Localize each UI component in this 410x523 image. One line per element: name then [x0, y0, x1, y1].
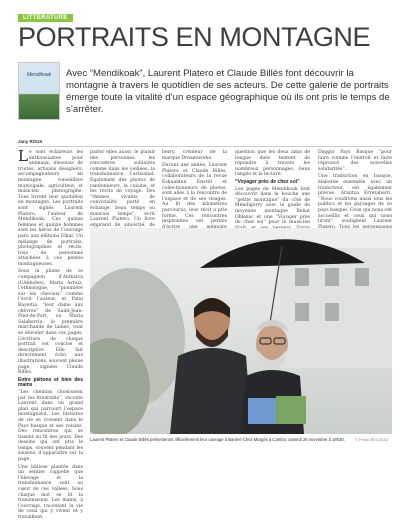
article-photo — [90, 228, 392, 434]
byline: Jany ROUX — [18, 139, 43, 144]
column-text: Sous la plume de ce compagnon d’Atzkarra (L’Aldudes), Maria Arraiz, l’ethnologue, “pionnière sur les chevaux” comme l’écrit l’auteur, et Patxi Bayeitia, “leur dame aux chèvres” de Saint-Jean-Pied-de-Port, ou Maria Salaberria, la première marchande de laines, vont se dévoiler dans ces pages. L’écriture de chaque portrait est concise et descriptive. Elle fait directement écho aux illustrations, souvent pleine page, signées Claude Billès. — [18, 269, 83, 376]
section-tag: LITTÉRATURE — [18, 14, 73, 22]
subheading: “Voyager près de chez soi” — [235, 178, 300, 185]
column-text: Daggio Pays Basque “pour faire comme l’endroit et faire réprouvé des nouvelles solidarités”. — [318, 150, 392, 172]
column-text: Une traduction en basque, élaborée ensemble avec un traducteur, est également prévue. Arantxa Erretaberri. “Nous voudrions aussi tous les publics et les paysages de ce pays basque. Ceux qui nous ont accueillis et ceux qui nous liront”, soulignent Laurent — [318, 174, 392, 225]
divider — [18, 146, 392, 147]
photo-illustration — [90, 228, 392, 434]
subheading: Entre piétons et bien des mains — [18, 376, 83, 389]
article-column-1 — [18, 147, 83, 523]
photo-caption: Laurent Platero et Claude Billès présenteront officiellement leur ouvrage à Banère Chez Margés à Cambo, samedi 26 novembre à 18h30. — [90, 437, 345, 442]
column-text: parler elles aussi: le plaisir des personnes, les rencontres solitaires comme dans les veillées, la transhumance, l’artisanat. Également des photos de randonneurs, la cuisine, et les récits de voyage. Des “thèmes vivants de convivialité porté en échange, beau temps ou mauvais temps”, écrit Laurent Platero. Un livre empreint de sincérité, de — [90, 150, 155, 228]
column-text: Les pages de Mendikoak font découvrir dans la bouche une “petite montagne” du côté de Mendigorry avec le guide de moyenne montagne Beñat Ohlezac et une “Voyager près de chez soi” pour le musicien — [235, 186, 310, 226]
column-text: Durant une année, Laurent Platero et Claude Billès, collaborateurs de la revue Eskualdun Enstiti et collectionneurs de photos, sont allés à la rencontre de l’espace et de ses visages. Au fil des kilomètres parcourus, leur récit a pris forme. Ces rencontres inspirantes ont permis — [162, 163, 227, 225]
dropcap: L — [18, 147, 28, 165]
headline: PORTRAITS EN MONTAGNE — [18, 22, 371, 52]
photo-credit: © Photo BELZEAZ — [355, 437, 389, 442]
column-text: “Les chemins choisissent par les itinérants”, raconte Laurent dans un grand plan qui parcourt l’espace montagnard. Les histoires de vie se croisent dans le Pays basque et ses voisins. Des rencontres qui se tissent au fil des jours. Des dessins qui ont pris le temps, souvent pendant les saisons, d’apparaître sur la page. — [18, 389, 83, 463]
lead-paragraph: Avec “Mendikoak”, Laurent Platero et Claude Billès font découvrir la montagne à travers le quotidien de ses acteurs. De cette galerie de portraits émerge toute la vitalité d’un espace géographique où ils ont pris le temps de s’arrêter. — [66, 68, 390, 115]
book-cover-image — [18, 62, 60, 120]
column-text: question que les deux amis de longue date tentent de répondre à travers les nombreux personnages, lieux rangés et la lecture. — [235, 150, 310, 178]
column-text: e sont éclaireurs les enthousiastes pour animaux, éleveuse de truites, artisans designers, accompagnateurs en montagne, conseillère municipale, agriculteur, et musicien photographe. Tous livrent leur quotidien en montagne. Les portraits sont signés Laurent Platero, l’auteur de Mendikoak. Ces quinze femmes et quinze hommes sont les héros de l’ouvrage paru aux éditions Elkar. Un mélange de portraits, photographies et récits, tous de personnes attachées à ces pentes montagneuses. — [18, 150, 83, 267]
column-text: Une bâtisse plantée dans un sentier rappelle que l’élevage et la transhumance sont au cœur de ces vallées. Sous chaque mot se lit la transmission. Les mains, à l’ouvrage, racontent la vie de ceux qui y vivent et y travaillent. — [18, 464, 83, 520]
book-cover-logo: Mendikoak — [27, 72, 52, 78]
column-text: berry, créateur de la marque Dreamworks. — [162, 150, 227, 161]
